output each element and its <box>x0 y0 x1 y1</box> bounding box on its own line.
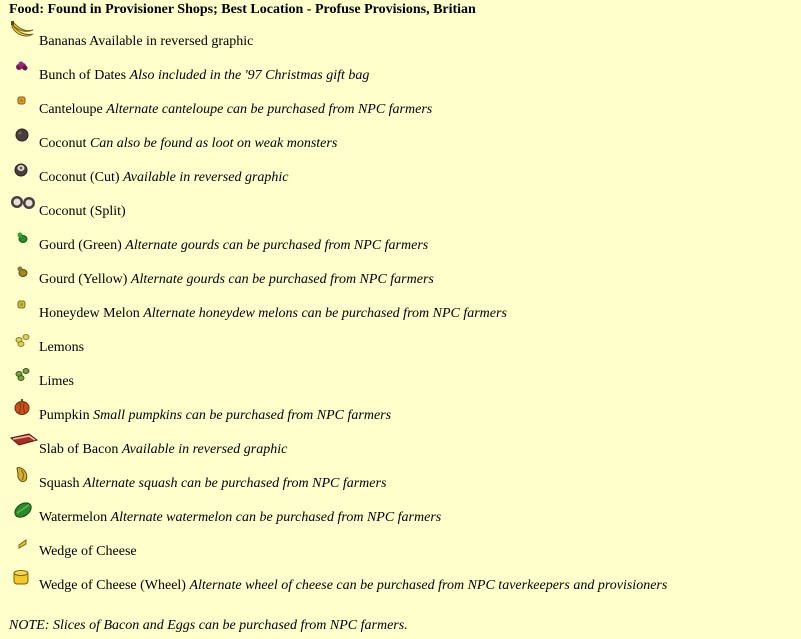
item-label: Squash Alternate squash can be purchased from NPC farmers <box>39 476 387 491</box>
item-label: Bananas Available in reversed graphic <box>39 34 254 49</box>
pumpkin-icon <box>9 394 39 416</box>
gourd-green-icon <box>9 224 39 246</box>
watermelon-icon <box>9 496 39 518</box>
list-item <box>9 394 799 428</box>
list-item <box>9 428 799 462</box>
list-item <box>9 88 799 122</box>
list-item <box>9 190 799 224</box>
cheese-wedge-icon <box>9 530 39 552</box>
list-item <box>9 360 799 394</box>
item-label: Lemons <box>39 340 85 355</box>
page-heading: Food: Found in Provisioner Shops; Best Location - Profuse Provisions, Britian <box>9 2 476 17</box>
list-item <box>9 326 799 360</box>
item-label: Gourd (Green) Alternate gourds can be purchased from NPC farmers <box>39 238 429 253</box>
item-label: Coconut Can also be found as loot on weak monsters <box>39 136 338 151</box>
list-item <box>9 530 799 564</box>
lemons-icon <box>9 326 39 348</box>
item-label: Wedge of Cheese <box>39 544 137 559</box>
list-item <box>9 496 799 530</box>
squash-icon <box>9 462 39 484</box>
cheese-wheel-icon <box>9 564 39 586</box>
limes-icon <box>9 360 39 382</box>
item-label: Watermelon Alternate watermelon can be purchased from NPC farmers <box>39 510 442 525</box>
dates-icon <box>9 54 39 76</box>
bananas-icon <box>9 20 39 42</box>
coconut-cut-icon <box>9 156 39 178</box>
canteloupe-icon <box>9 88 39 110</box>
item-label: Gourd (Yellow) Alternate gourds can be purchased from NPC farmers <box>39 272 434 287</box>
list-item <box>9 292 799 326</box>
list-item <box>9 258 799 292</box>
item-label: Honeydew Melon Alternate honeydew melons can be purchased from NPC farmers <box>39 306 507 321</box>
list-item <box>9 462 799 496</box>
item-label: Canteloupe Alternate canteloupe can be purchased from NPC farmers <box>39 102 433 117</box>
list-item <box>9 564 799 598</box>
honeydew-melon-icon <box>9 292 39 314</box>
list-item <box>9 122 799 156</box>
list-item <box>9 20 799 54</box>
item-label: Wedge of Cheese (Wheel) Alternate wheel of cheese can be purchased from NPC taverkeepers and provisioners <box>39 578 668 593</box>
list-item <box>9 54 799 88</box>
coconut-split-icon <box>9 190 39 212</box>
list-item <box>9 224 799 258</box>
bacon-icon <box>9 428 39 450</box>
footnote: NOTE: Slices of Bacon and Eggs can be purchased from NPC farmers. <box>9 618 408 633</box>
item-label: Slab of Bacon Available in reversed graphic <box>39 442 288 457</box>
item-label: Coconut (Split) <box>39 204 126 219</box>
coconut-icon <box>9 122 39 144</box>
gourd-yellow-icon <box>9 258 39 280</box>
item-label: Bunch of Dates Also included in the '97 Christmas gift bag <box>39 68 370 83</box>
item-label: Pumpkin Small pumpkins can be purchased from NPC farmers <box>39 408 392 423</box>
item-label: Coconut (Cut) Available in reversed graphic <box>39 170 289 185</box>
item-label: Limes <box>39 374 74 389</box>
list-item <box>9 156 799 190</box>
